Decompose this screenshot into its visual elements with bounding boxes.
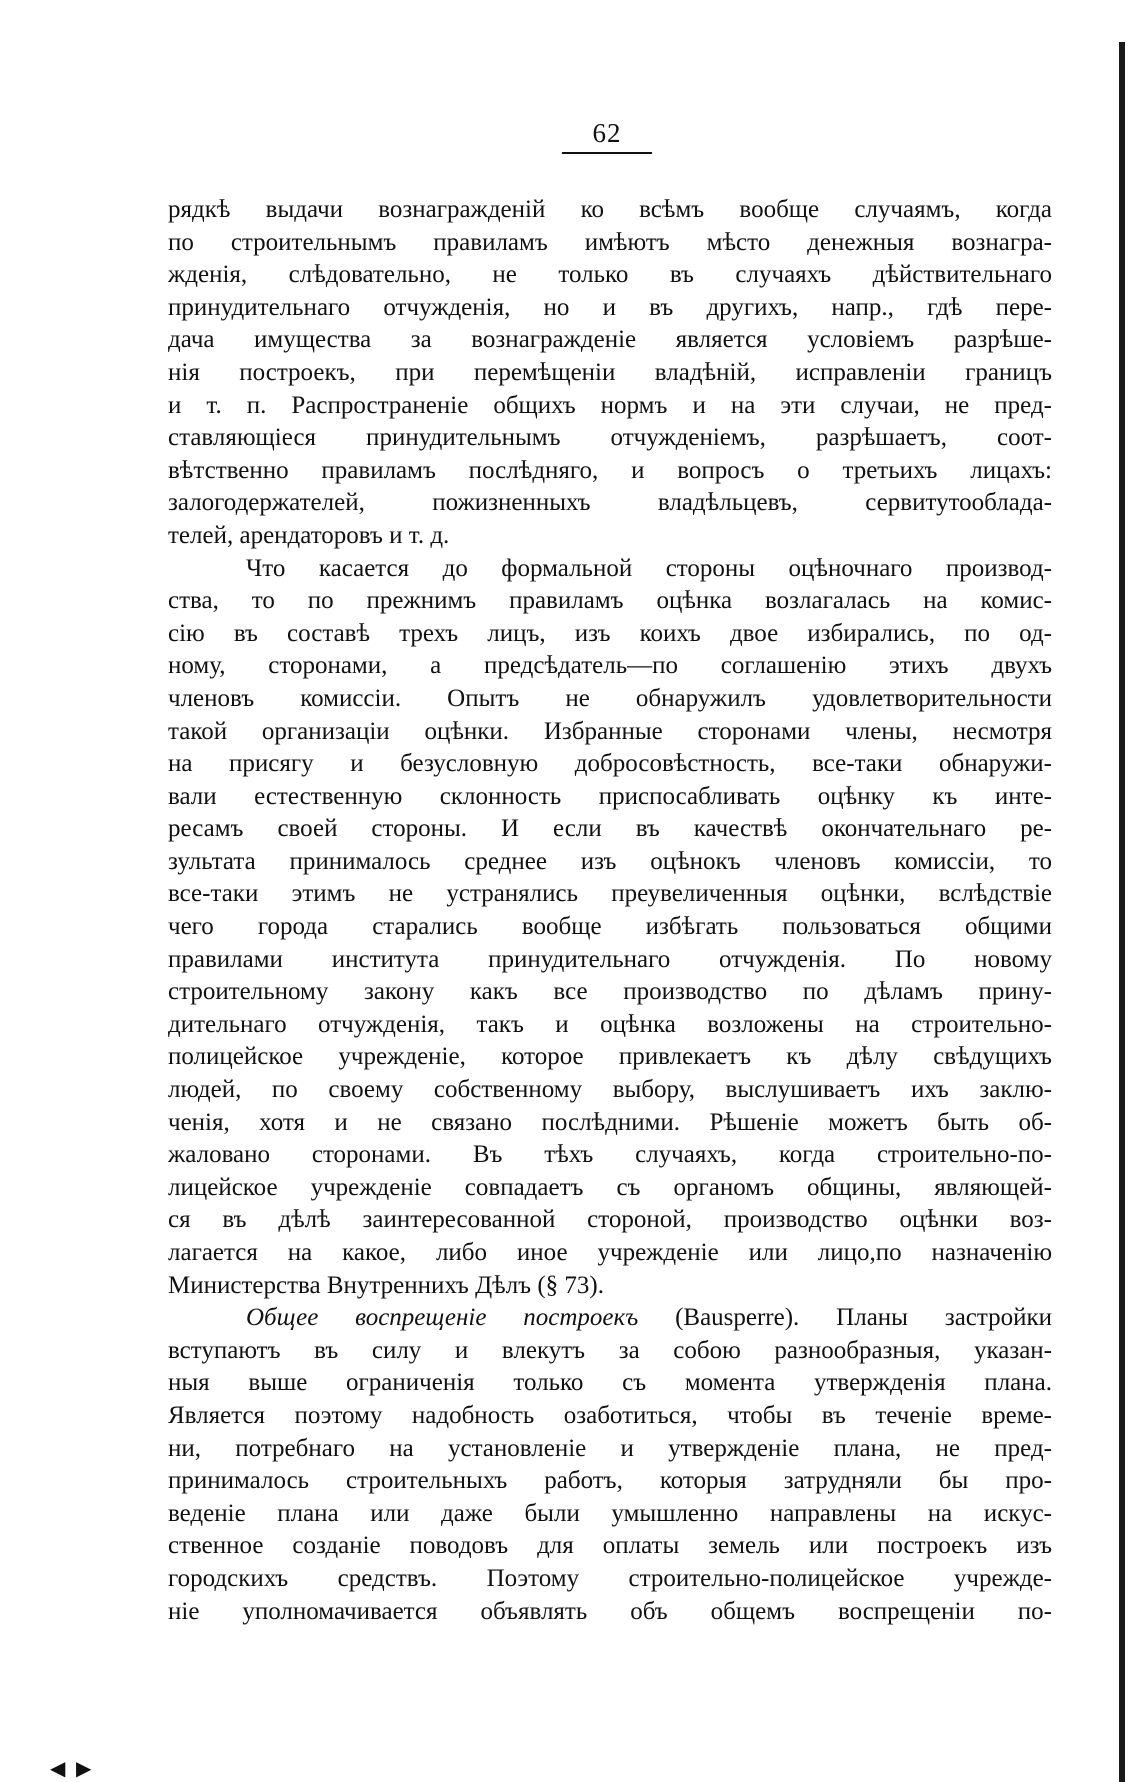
text-line: ставляющіеся принудительнымъ отчужденіемъ, разрѣшаетъ, соот- bbox=[168, 424, 1052, 452]
text-line: нія построекъ, при перемѣщеніи владѣній, исправленіи границъ bbox=[168, 358, 1052, 386]
scan-arrow-left-icon: ◀ bbox=[50, 1756, 66, 1780]
text-line: Является поэтому надобность озаботиться, чтобы въ теченіе време- bbox=[168, 1401, 1052, 1429]
text-line: вали естественную склонность приспосабливать оцѣнку къ инте- bbox=[168, 782, 1052, 810]
text-line: лицейское учрежденіе совпадаетъ съ органомъ общины, являющей- bbox=[168, 1173, 1052, 1201]
text-line: ства, то по прежнимъ правиламъ оцѣнка возлагалась на комис- bbox=[168, 587, 1052, 615]
text-line: жаловано сторонами. Въ тѣхъ случаяхъ, когда строительно-по- bbox=[168, 1141, 1052, 1169]
text-line: залогодержателей, пожизненныхъ владѣльцевъ, сервитутооблада- bbox=[168, 489, 1052, 517]
text-line: чего города старались вообще избѣгать пользоваться общими bbox=[168, 913, 1052, 941]
text-line: ся въ дѣлѣ заинтересованной стороной, производство оцѣнки воз- bbox=[168, 1206, 1052, 1234]
text-line: жденія, слѣдовательно, не только въ случаяхъ дѣйствительнаго bbox=[168, 261, 1052, 289]
body-text bbox=[168, 194, 1052, 1628]
text-line: принималось строительныхъ работъ, которыя затрудняли бы про- bbox=[168, 1467, 1052, 1495]
text-line: такой организаціи оцѣнки. Избранные сторонами члены, несмотря bbox=[168, 717, 1052, 745]
section-heading: Общее воспрещеніе построекъ bbox=[246, 1304, 639, 1332]
text-line: принудительнаго отчужденія, но и въ другихъ, напр., гдѣ пере- bbox=[168, 293, 1052, 321]
scan-arrow-right-icon: ▶ bbox=[76, 1756, 92, 1780]
text-line: лагается на какое, либо иное учрежденіе или лицо,по назначенію bbox=[168, 1239, 1052, 1266]
text-line: дача имущества за вознагражденіе является условіемъ разрѣше- bbox=[168, 326, 1052, 354]
text-line: рядкѣ выдачи вознагражденій ко всѣмъ вообще случаямъ, когда bbox=[168, 196, 1052, 223]
scan-edge-line bbox=[1119, 42, 1125, 1782]
text-line: все-таки этимъ не устранялись преувеличенныя оцѣнки, вслѣдствіе bbox=[168, 880, 1052, 908]
text-line: сію въ составѣ трехъ лицъ, изъ коихъ двое избирались, по од- bbox=[168, 619, 1052, 647]
text-line: ніе уполномачивается объявлять объ общемъ воспрещеніи по- bbox=[168, 1597, 1052, 1625]
text-line: ресамъ своей стороны. И если въ качествѣ окончательнаго ре- bbox=[168, 815, 1052, 843]
page-number-underline bbox=[562, 152, 652, 154]
text-line: ченія, хотя и не связано послѣдними. Рѣшеніе можетъ быть об- bbox=[168, 1108, 1052, 1136]
text-line: городскихъ средствъ. Поэтому строительно-полицейское учрежде- bbox=[168, 1564, 1052, 1592]
text-line: Министерства Внутреннихъ Дѣлъ (§ 73). bbox=[168, 1271, 604, 1299]
text-line: на присягу и безусловную добросовѣстность, все-таки обнаружи- bbox=[168, 750, 1052, 778]
text-line: полицейское учрежденіе, которое привлекаетъ къ дѣлу свѣдущихъ bbox=[168, 1043, 1052, 1071]
text-line: телей, арендаторовъ и т. д. bbox=[168, 521, 450, 549]
text-line: по строительнымъ правиламъ имѣютъ мѣсто денежныя вознагра- bbox=[168, 228, 1052, 256]
text-line: людей, по своему собственному выбору, выслушиваетъ ихъ заклю- bbox=[168, 1076, 1052, 1104]
text-line: ному, сторонами, а предсѣдатель—по соглашенію этихъ двухъ bbox=[168, 652, 1052, 680]
text-line: ни, потребнаго на установленіе и утвержденіе плана, не пред- bbox=[168, 1434, 1052, 1462]
page-number: 62 bbox=[592, 118, 622, 148]
text-line-rest: (Bausperre). Планы застройки bbox=[675, 1304, 1052, 1332]
text-line: Что касается до формальной стороны оцѣночнаго производ- bbox=[246, 554, 1052, 582]
text-line: ственное созданіе поводовъ для оплаты земель или построекъ изъ bbox=[168, 1532, 1052, 1560]
text-line bbox=[168, 1302, 1052, 1335]
text-line: ныя выше ограниченія только съ момента утвержденія плана. bbox=[168, 1369, 1052, 1397]
text-line: членовъ комиссіи. Опытъ не обнаружилъ удовлетворительности bbox=[168, 684, 1052, 712]
text-line: вѣтственно правиламъ послѣдняго, и вопросъ о третьихъ лицахъ: bbox=[168, 456, 1052, 484]
text-line: правилами института принудительнаго отчужденія. По новому bbox=[168, 945, 1052, 973]
text-line: и т. п. Распространеніе общихъ нормъ и на эти случаи, не пред- bbox=[168, 391, 1052, 419]
text-line: дительнаго отчужденія, такъ и оцѣнка возложены на строительно- bbox=[168, 1010, 1052, 1038]
text-line: веденіе плана или даже были умышленно направлены на искус- bbox=[168, 1499, 1052, 1527]
text-line: зультата принималось среднее изъ оцѣнокъ членовъ комиссіи, то bbox=[168, 847, 1052, 875]
text-line: строительному закону какъ все производство по дѣламъ прину- bbox=[168, 978, 1052, 1006]
text-line: вступаютъ въ силу и влекутъ за собою разнообразныя, указан- bbox=[168, 1336, 1052, 1364]
